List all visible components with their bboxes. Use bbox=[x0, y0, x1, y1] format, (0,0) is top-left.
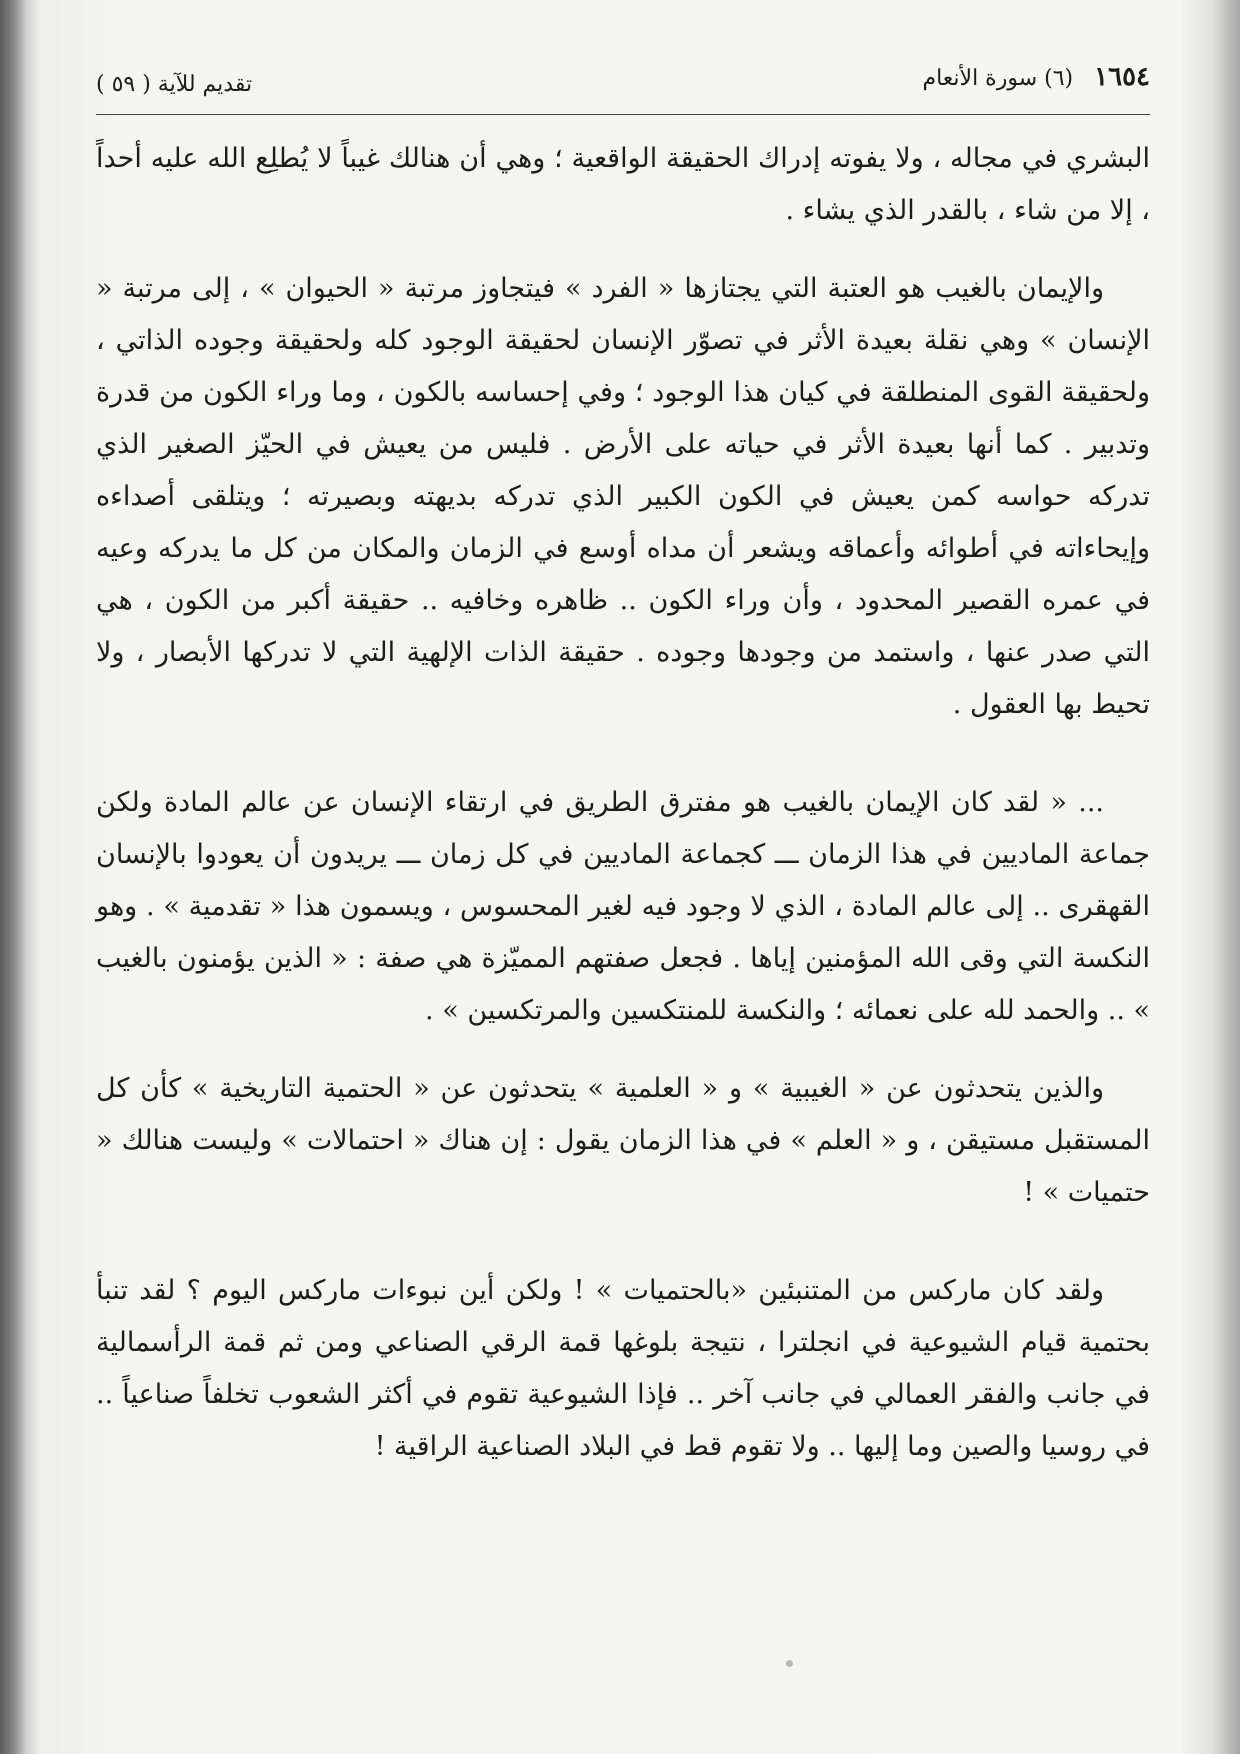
section-title: تقديم للآية ( ٥٩ ) bbox=[96, 72, 253, 97]
book-page bbox=[96, 58, 1150, 1698]
paragraph-determinism: والذين يتحدثون عن « الغيبية » و « العلمية » يتحدثون عن « الحتمية التاريخية » كأن كل المستقبل مستيقن ، و « العلم » في هذا الزمان يقول : إن هناك « احتمالات » وليست هنالك « حتميات » ! bbox=[96, 1073, 1150, 1208]
header-right bbox=[922, 62, 1150, 92]
paragraph-continuation: البشري في مجاله ، ولا يفوته إدراك الحقيقة الواقعية ؛ وهي أن هنالك غيباً لا يُطلِع الله عليه أحداً ، إلا من شاء ، بالقدر الذي يشاء . bbox=[96, 143, 1150, 226]
paragraph-faith-in-unseen: والإيمان بالغيب هو العتبة التي يجتازها « الفرد » فيتجاوز مرتبة « الحيوان » ، إلى مرتبة « الإنسان » وهي نقلة بعيدة الأثر في تصوّر الإنسان لحقيقة الوجود كله ولحقيقة وجوده الذاتي ، ولحقيقة القوى المنطلقة في كيان هذا الوجود ؛ وفي إحساسه بالكون ، وما وراء الكون من قدرة وتدبير . كما أنها بعيدة الأثر في حياته على الأرض . فليس من يعيش في الحيّز الصغير الذي تدركه حواسه كمن يعيش في الكون الكبير الذي تدركه بديهته وبصيرته ؛ ويتلقى أصداءه وإيحاءاته في أطوائه وأعماقه ويشعر أن مداه أوسع في الزمان والمكان من كل ما يدركه وعيه في عمره القصير المحدود ، وأن وراء الكون .. ظاهره وخافيه .. حقيقة أكبر من الكون ، هي التي صدر عنها ، واستمد من وجودها وجوده . حقيقة الذات الإلهية التي لا تدركها الأبصار ، ولا تحيط بها العقول . bbox=[96, 273, 1150, 720]
running-header bbox=[96, 58, 1150, 115]
paragraph-quotation: ... « لقد كان الإيمان بالغيب هو مفترق الطريق في ارتقاء الإنسان عن عالم المادة ولكن جماعة الماديين في هذا الزمان ـــ كجماعة الماديين في كل زمان ـــ يريدون أن يعودوا بالإنسان القهقرى .. إلى عالم المادة ، الذي لا وجود فيه لغير المحسوس ، ويسمون هذا « تقدمية » . وهو النكسة التي وقى الله المؤمنين إياها . فجعل صفتهم المميّزة هي صفة : « الذين يؤمنون بالغيب » .. والحمد لله على نعمائه ؛ والنكسة للمنتكسين والمرتكسين » . bbox=[96, 787, 1150, 1026]
scan-speck bbox=[786, 1660, 793, 1667]
page-number: ١٦٥٤ bbox=[1094, 62, 1150, 92]
paragraph-marx: ولقد كان ماركس من المتنبئين «بالحتميات » ! ولكن أين نبوءات ماركس اليوم ؟ لقد تنبأ بحتمية قيام الشيوعية في انجلترا ، نتيجة بلوغها قمة الرقي الصناعي ومن ثم قمة الرأسمالية في جانب والفقر العمالي في جانب آخر .. فإذا الشيوعية تقوم في أكثر الشعوب تخلفاً صناعياً .. في روسيا والصين وما إليها .. ولا تقوم قط في البلاد الصناعية الراقية ! bbox=[96, 1275, 1150, 1462]
surah-title: (٦) سورة الأنعام bbox=[922, 66, 1074, 91]
